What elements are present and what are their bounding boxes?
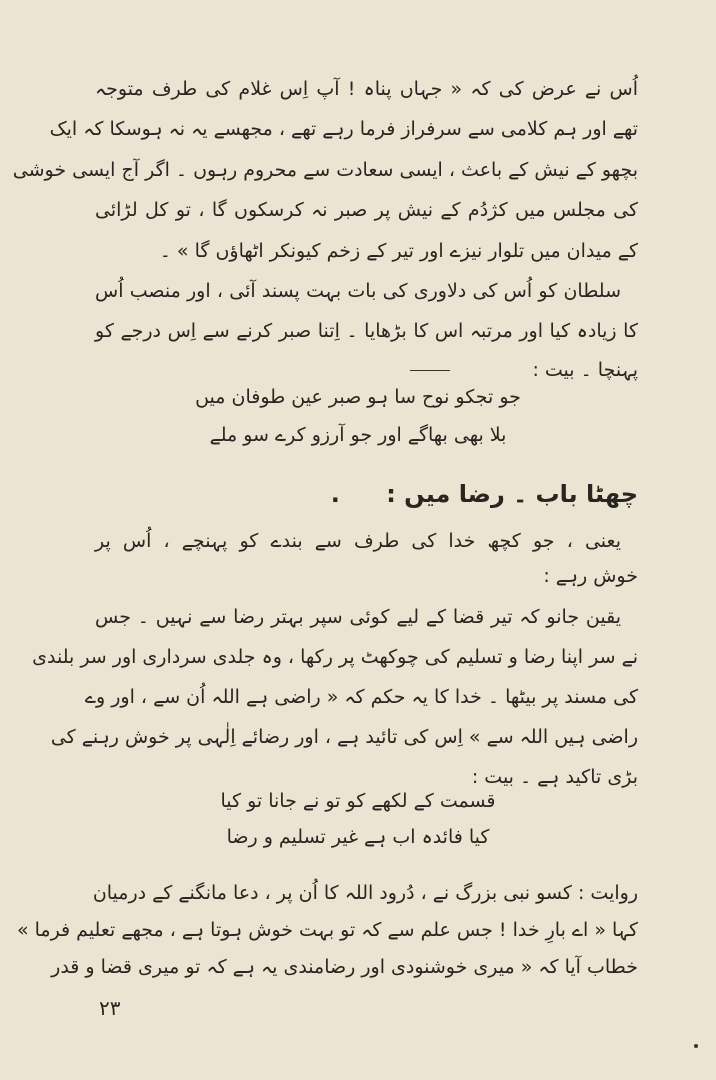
paragraph-3-line-2: خوش رہے :: [543, 565, 638, 587]
paragraph-1-line-5: کے میدان میں تلوار نیزے اور تیر کے زخم کیونکر اٹھاؤں گا » ۔: [159, 240, 638, 262]
paragraph-3-line-1: یعنی ، جو کچھ خدا کی طرف سے بندے کو پہنچے ، اُس پر: [95, 530, 621, 552]
paragraph-2-line-1: سلطان کو اُس کی دلاوری کی بات بہت پسند آئی ، اور منصب اُس: [95, 280, 621, 302]
paragraph-5-line-1: روایت : کسو نبی بزرگ نے ، دُرود اللہ کا اُن پر ، دعا مانگنے کے درمیان: [92, 882, 638, 904]
heading-mark: .: [330, 480, 340, 508]
verse-1-line-1: جو تجکو نوح سا ہو صبر عین طوفان میں: [195, 386, 521, 408]
verse-overline: [410, 370, 450, 371]
paragraph-1-line-4: کی مجلس میں کژدُم کے نیش پر صبر نہ کرسکوں گا ، تو کل لڑائی: [95, 199, 638, 221]
paragraph-2-line-2: کا زیادہ کیا اور مرتبہ اس کا بڑھایا ۔ اِتنا صبر کرنے سے اِس درجے کو: [95, 320, 638, 342]
paper-speck: [694, 1044, 698, 1048]
paragraph-4-line-1: یقین جانو کہ تیر قضا کے لیے کوئی سپر بہتر رضا سے نہیں ۔ جس: [95, 606, 621, 628]
paragraph-5-line-2: کہا « اے بارِ خدا ! جس علم سے کہ تو بہت خوش ہوتا ہے ، مجھے تعلیم فرما »: [16, 919, 638, 941]
paragraph-4-line-2: نے سر اپنا رضا و تسلیم کی چوکھٹ پر رکھا ، وہ جلدی سرداری اور سر بلندی: [32, 646, 638, 668]
verse-2-line-2: کیا فائدہ اب ہے غیر تسلیم و رضا: [226, 826, 490, 848]
paragraph-4-line-4: راضی ہیں اللہ سے » اِس کی تائید ہے ، اور رضائے اِلٰہی پر خوش رہنے کی: [50, 726, 638, 748]
verse-2-line-1: قسمت کے لکھے کو تو نے جانا تو کیا: [220, 790, 496, 812]
chapter-heading-text: چھٹا باب ۔ رضا میں :: [386, 480, 638, 508]
page-number: ۲۳: [99, 996, 121, 1020]
verse-1-line-2: بلا بھی بھاگے اور جو آرزو کرے سو ملے: [209, 424, 507, 446]
chapter-heading: [95, 476, 638, 512]
paragraph-1-line-3: بچھو کے نیش کے باعث ، ایسی سعادت سے محروم رہوں ۔ اگر آج ایسی خوشی: [12, 159, 638, 181]
paragraph-4-line-3: کی مسند پر بیٹھا ۔ خدا کا یہ حکم کہ « راضی ہے اللہ اُن سے ، اور وے: [84, 686, 638, 708]
paragraph-4-line-5: بڑی تاکید ہے ۔ بیت :: [471, 766, 638, 788]
paragraph-5-line-3: خطاب آیا کہ « میری خوشنودی اور رضامندی یہ ہے کہ تو میری قضا و قدر: [51, 956, 638, 978]
paragraph-1-line-2: تھے اور ہم کلامی سے سرفراز فرما رہے تھے ، مجھسے یہ نہ ہوسکا کہ ایک: [49, 118, 638, 140]
paragraph-2-line-3: پہنچا ۔ بیت :: [532, 359, 638, 381]
paragraph-1-line-1: اُس نے عرض کی کہ « جہاں پناہ ! آپ اِس غلام کی طرف متوجہ: [95, 78, 638, 100]
